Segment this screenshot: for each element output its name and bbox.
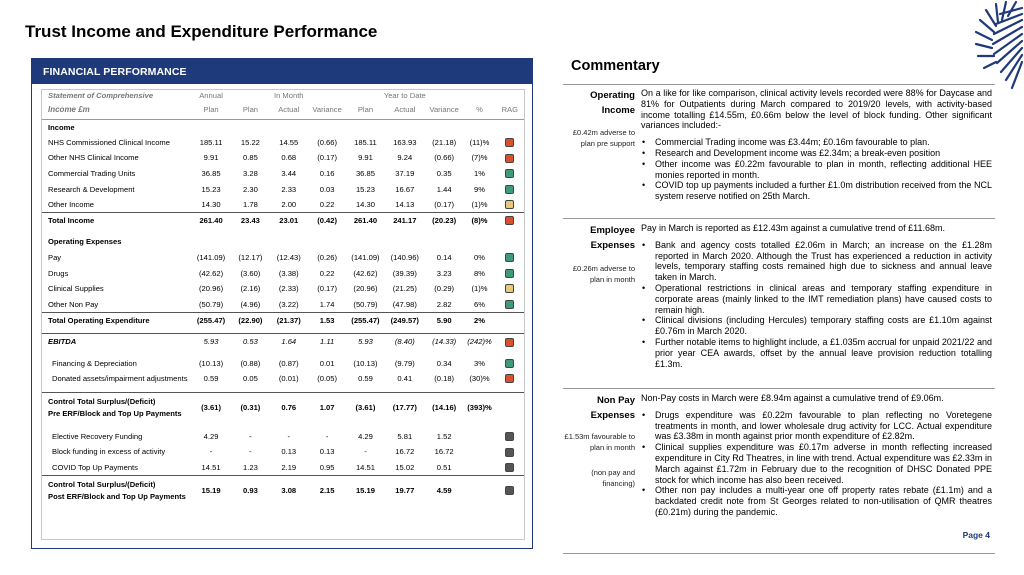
rag-cell <box>496 312 524 328</box>
list-item: • Other income was £0.22m favourable to plan in month, reflecting additional HEE monies reported in month. <box>641 159 992 181</box>
list-item: • Other non pay includes a multi-year one off property rates rebate (£1.1m) and a backdated credit note from St Georges related to non-utilisation of QMR theatres (£0.21m) during the pandemic. <box>641 485 992 517</box>
table-cell: (12.43) <box>276 253 301 263</box>
rag-cell <box>496 281 524 297</box>
annual-header-1: Annual <box>199 91 223 100</box>
table-cell: 0.01 <box>319 358 335 368</box>
operating-income-body <box>641 88 992 202</box>
table-cell: 0.68 <box>281 153 297 163</box>
table-cell: (10.13) <box>199 358 224 368</box>
row-label-line1: Control Total Surplus/(Deficit) <box>48 397 156 407</box>
rag-status-icon <box>505 486 514 495</box>
table-row <box>42 460 524 476</box>
table-cell: (47.98) <box>392 299 417 309</box>
divider <box>563 84 995 85</box>
table-cell: - <box>209 447 213 457</box>
table-cell: (3.22) <box>278 299 299 309</box>
rag-cell <box>496 334 524 350</box>
table-cell: (3.61) <box>191 393 231 423</box>
table-cell <box>463 475 495 505</box>
table-cell: (42.62) <box>199 268 224 278</box>
table-cell: 0.34 <box>436 358 452 368</box>
table-cell: 0.41 <box>397 374 413 384</box>
row-label: Commercial Trading Units <box>48 169 136 179</box>
table-cell: (141.09) <box>351 253 380 263</box>
rag-status-icon <box>505 463 514 472</box>
table-cell: 1.64 <box>270 334 308 350</box>
table-cell <box>463 444 495 460</box>
table-cell: (249.57) <box>385 312 425 328</box>
table-cell: (21.37) <box>270 312 308 328</box>
table-cell: 36.85 <box>201 169 221 179</box>
operating-income-intro: On a like for like comparison, clinical activity levels recorded were 88% for Daycase and 81% for Outpatients during March compared to 2019/20 levels, with activity-based income totalling £14.55m, £0.66m below the level of block funding. Other significant variances included:- <box>641 88 992 131</box>
table-cell: (0.31) <box>231 393 269 423</box>
section-row <box>42 234 524 250</box>
in-month-header: In Month <box>273 91 304 100</box>
section-label: Operating Expenses <box>48 237 122 247</box>
rag-status-icon <box>505 169 514 178</box>
table-cell: (242)% <box>463 334 495 350</box>
table-cell: 0.53 <box>231 334 269 350</box>
table-cell: (3.61) <box>346 393 384 423</box>
row-label: Total Operating Expenditure <box>42 312 191 328</box>
table-row <box>42 250 524 266</box>
table-cell: (8)% <box>463 213 495 229</box>
row-label: Elective Recovery Funding <box>52 431 143 441</box>
list-item: • Drugs expenditure was £0.22m favourable to plan reflecting no Voretegene treatments in month, and lower wholesale drug activity for LCC. Actual expenditure was £3.38m in month against prior month expenditure of £2.82m. <box>641 410 992 442</box>
table-cell: 0.14 <box>436 253 452 263</box>
table-row <box>42 371 524 387</box>
rag-cell <box>496 460 524 476</box>
table-row <box>42 429 524 445</box>
table-cell: (0.17) <box>434 200 455 210</box>
table-cell: 0.03 <box>319 184 335 194</box>
table-cell: 3.28 <box>243 169 258 179</box>
table-cell: 4.29 <box>203 431 219 441</box>
table-cell: 3.23 <box>436 268 452 278</box>
table-cell: 5.81 <box>397 431 413 441</box>
table-cell: (42.62) <box>353 268 378 278</box>
table-cell: (0.05) <box>317 374 338 384</box>
table-cell: (0.66) <box>317 137 338 147</box>
list-item: • Clinical divisions (including Hercules) temporary staffing costs are £1.10m against £0.76m in March 2020. <box>641 315 992 337</box>
table-cell: 0.76 <box>270 393 308 423</box>
table-cell: 0% <box>474 253 485 263</box>
table-cell: 0.95 <box>319 462 335 472</box>
rag-cell <box>496 297 524 313</box>
table-row <box>42 213 524 229</box>
table-row <box>42 135 524 151</box>
rag-cell <box>496 444 524 460</box>
financial-table-frame <box>41 89 525 540</box>
table-cell: 15.23 <box>201 184 221 194</box>
table-cell: (50.79) <box>199 299 224 309</box>
row-label: Clinical Supplies <box>48 284 104 294</box>
table-cell: 0.85 <box>243 153 258 163</box>
table-cell: 15.19 <box>191 475 231 505</box>
table-cell: (21.18) <box>432 137 457 147</box>
employee-expenses-intro: Pay in March is reported as £12.43m against a cumulative trend of £11.68m. <box>641 223 945 233</box>
col-header: Actual <box>278 105 300 115</box>
table-cell: - <box>249 431 252 441</box>
table-cell: 14.30 <box>201 200 221 210</box>
row-label: Block funding in excess of activity <box>52 447 166 457</box>
financial-table <box>42 90 524 505</box>
table-cell: (0.29) <box>434 284 455 294</box>
table-cell: 3% <box>474 358 485 368</box>
table-cell: (393)% <box>463 393 495 423</box>
row-label: NHS Commissioned Clinical Income <box>48 137 170 147</box>
table-cell: (11)% <box>469 137 490 147</box>
table-cell: - <box>249 447 252 457</box>
table-row <box>42 297 524 313</box>
table-row <box>42 281 524 297</box>
table-cell: - <box>364 447 367 457</box>
row-label: Drugs <box>48 268 69 278</box>
rag-cell <box>496 197 524 213</box>
rag-cell <box>496 355 524 371</box>
panel-title: FINANCIAL PERFORMANCE <box>32 59 532 84</box>
table-cell: 241.17 <box>385 213 425 229</box>
statement-label-2: Income £m <box>48 105 90 115</box>
rag-status-icon <box>505 269 514 278</box>
table-cell: 23.43 <box>231 213 269 229</box>
table-cell: 0.13 <box>281 447 297 457</box>
divider <box>563 553 995 554</box>
rag-cell <box>496 166 524 182</box>
table-cell: 3.44 <box>281 169 297 179</box>
row-label-line1: Control Total Surplus/(Deficit) <box>48 480 156 490</box>
rag-cell <box>496 265 524 281</box>
annual-header-2: Plan <box>203 105 219 115</box>
list-item: • Commercial Trading income was £3.44m; £0.16m favourable to plan. <box>641 137 992 148</box>
table-cell: 2.33 <box>281 184 297 194</box>
table-cell: 3.08 <box>270 475 308 505</box>
table-cell: 0.51 <box>436 462 452 472</box>
table-cell: 4.29 <box>358 431 373 441</box>
row-label: Financing & Depreciation <box>52 358 137 368</box>
table-cell: 9.24 <box>397 153 413 163</box>
table-row <box>42 166 524 182</box>
rag-cell <box>496 371 524 387</box>
rag-status-icon <box>505 300 514 309</box>
rag-cell <box>496 475 524 505</box>
table-cell: (14.33) <box>425 334 463 350</box>
non-pay-intro: Non-Pay costs in March were £8.94m against a cumulative trend of £9.06m. <box>641 393 944 403</box>
table-cell: (20.96) <box>353 284 378 294</box>
row-label: COVID Top Up Payments <box>52 462 138 472</box>
table-cell: (0.18) <box>434 374 455 384</box>
row-label-line2: Pre ERF/Block and Top Up Payments <box>48 409 182 419</box>
table-cell: (50.79) <box>353 299 378 309</box>
operating-income-label: Operating Income <box>590 90 635 116</box>
table-cell: - <box>287 431 291 441</box>
table-row <box>42 334 524 350</box>
table-row <box>42 150 524 166</box>
table-cell <box>463 460 495 476</box>
table-cell: 5.90 <box>425 312 463 328</box>
table-cell: 0.22 <box>319 268 335 278</box>
table-cell: 1% <box>474 169 485 179</box>
rag-cell <box>496 135 524 151</box>
list-item: • Clinical supplies expenditure was £0.17m adverse in month reflecting increased expenditure in City Rd Theatres, in line with trend. Actual expenditure was £2.33m in March against £1.72m in February due to the recognition of DHSC Donated PPE stock for which income has also been received. <box>641 442 992 485</box>
table-cell: (3.38) <box>278 268 299 278</box>
table-cell: (0.66) <box>434 153 455 163</box>
table-row <box>42 181 524 197</box>
col-header: % <box>476 105 483 115</box>
table-cell: (17.77) <box>385 393 425 423</box>
table-cell: 4.59 <box>425 475 463 505</box>
row-label: Research & Development <box>48 184 135 194</box>
rag-status-icon <box>505 432 514 441</box>
table-cell: 2.15 <box>308 475 346 505</box>
table-cell: 14.51 <box>201 462 221 472</box>
row-label: Other Non Pay <box>48 299 99 309</box>
rag-cell <box>496 150 524 166</box>
rag-status-icon <box>505 374 514 383</box>
table-cell: 14.30 <box>355 200 375 210</box>
table-cell: 261.40 <box>191 213 231 229</box>
rag-status-icon <box>505 185 514 194</box>
table-cell: (0.17) <box>317 284 338 294</box>
table-cell: 36.85 <box>355 169 375 179</box>
rag-status-icon <box>505 284 514 293</box>
table-cell: 9.91 <box>358 153 373 163</box>
section-label: Income <box>42 119 524 135</box>
col-header: Plan <box>242 105 259 115</box>
employee-expenses-sub: £0.26m adverse to plan in month <box>572 264 635 284</box>
table-cell: - <box>325 431 329 441</box>
table-cell: (0.01) <box>278 374 299 384</box>
table-cell: (8.40) <box>385 334 425 350</box>
page-title: Trust Income and Expenditure Performance <box>25 22 378 41</box>
col-header: Plan <box>357 105 374 115</box>
table-cell: (0.26) <box>317 253 338 263</box>
table-cell: 1.07 <box>308 393 346 423</box>
rag-cell <box>496 250 524 266</box>
rag-cell <box>496 213 524 229</box>
employee-expenses-body <box>641 223 992 369</box>
rag-status-icon <box>505 359 514 368</box>
col-header: Variance <box>312 105 342 115</box>
table-cell: 1.53 <box>308 312 346 328</box>
rag-status-icon <box>505 253 514 262</box>
table-cell: (20.23) <box>425 213 463 229</box>
row-label <box>42 393 191 423</box>
table-cell: (20.96) <box>199 284 224 294</box>
table-row <box>42 393 524 423</box>
rag-status-icon <box>505 448 514 457</box>
operating-income-sub: £0.42m adverse to plan pre support <box>572 128 635 148</box>
table-cell: 15.19 <box>346 475 384 505</box>
table-cell: (4.96) <box>240 299 261 309</box>
table-cell: 16.67 <box>395 184 415 194</box>
table-cell: 14.13 <box>395 200 415 210</box>
non-pay-body <box>641 393 992 518</box>
table-cell: 2.19 <box>281 462 297 472</box>
table-cell: 9% <box>474 184 485 194</box>
ytd-header: Year to Date <box>383 91 426 100</box>
table-cell: 2% <box>463 312 495 328</box>
table-cell: (14.16) <box>425 393 463 423</box>
non-pay-sub2: (non pay and financing) <box>591 468 635 488</box>
table-cell: 0.59 <box>203 374 219 384</box>
table-cell: 1.74 <box>319 299 335 309</box>
list-item: • Bank and agency costs totalled £2.06m in March; an increase on the £1.28m reported in March 2020. Although the Trust has experienced a reduction in activity levels, temporary staffing costs remained high due to sickness and annual leave taken in March. <box>641 240 992 283</box>
table-row <box>42 197 524 213</box>
table-cell <box>463 429 495 445</box>
table-row <box>42 355 524 371</box>
table-cell: 2.00 <box>281 200 297 210</box>
employee-expenses-label: Employee Expenses <box>590 225 635 251</box>
table-cell: 2.82 <box>436 299 452 309</box>
col-header: RAG <box>501 105 519 115</box>
table-cell: 0.93 <box>231 475 269 505</box>
row-label: Total Income <box>42 213 191 229</box>
rag-status-icon <box>505 200 514 209</box>
row-label: EBITDA <box>42 334 191 350</box>
rag-status-icon <box>505 338 514 347</box>
table-row <box>42 444 524 460</box>
table-cell: 37.19 <box>395 169 415 179</box>
row-label: Donated assets/impairment adjustments <box>52 374 188 384</box>
rag-cell <box>496 393 524 423</box>
table-row <box>42 265 524 281</box>
table-cell: (12.17) <box>238 253 263 263</box>
divider <box>563 218 995 219</box>
table-cell: 14.51 <box>355 462 375 472</box>
divider <box>563 388 995 389</box>
table-cell: 14.55 <box>279 137 299 147</box>
col-header: Actual <box>394 105 416 115</box>
table-cell: (21.25) <box>392 284 417 294</box>
table-cell: 185.11 <box>354 137 377 147</box>
table-cell: (39.39) <box>392 268 417 278</box>
table-cell: 1.44 <box>436 184 452 194</box>
page-number: Page 4 <box>962 530 990 540</box>
financial-performance-panel <box>31 58 533 549</box>
table-cell: (3.60) <box>240 268 261 278</box>
table-cell: (30)% <box>469 374 490 384</box>
table-cell: (0.42) <box>308 213 346 229</box>
table-cell: (0.88) <box>240 358 261 368</box>
rag-cell <box>496 429 524 445</box>
list-item: • Operational restrictions in clinical areas and temporary staffing expenditure in corporate areas (mainly linked to the IMT remediation plans) have caused costs to remain high. <box>641 283 992 315</box>
table-cell: 0.59 <box>358 374 373 384</box>
table-cell: (22.90) <box>231 312 269 328</box>
table-cell: 1.52 <box>436 431 452 441</box>
table-cell: 2.30 <box>243 184 258 194</box>
table-cell: (9.79) <box>394 358 415 368</box>
table-cell: 185.11 <box>199 137 223 147</box>
table-cell: 8% <box>474 268 485 278</box>
table-cell: 0.35 <box>436 169 452 179</box>
table-cell: 0.22 <box>319 200 335 210</box>
table-cell: 16.72 <box>434 447 454 457</box>
table-cell: (7)% <box>471 153 488 163</box>
list-item: • Further notable items to highlight include, a £1.035m accrual for unpaid 2021/22 and prior year CEA awards, offset by the annual leave provision reduction totalling £1.3m. <box>641 337 992 369</box>
table-cell: (2.16) <box>240 284 261 294</box>
table-cell: (255.47) <box>346 312 384 328</box>
table-cell: 0.13 <box>319 447 335 457</box>
list-item: • Research and Development income was £2.34m; a break-even position <box>641 148 992 159</box>
table-cell: 163.93 <box>393 137 417 147</box>
list-item: • COVID top up payments included a further £1.0m distribution received from the NCL system reserve notified on 25th March. <box>641 180 992 202</box>
table-cell: (1)% <box>471 284 488 294</box>
row-label: Other NHS Clinical Income <box>48 153 139 163</box>
table-cell: (2.33) <box>278 284 299 294</box>
table-cell: (0.17) <box>317 153 338 163</box>
table-row <box>42 312 524 328</box>
row-label-line2: Post ERF/Block and Top Up Payments <box>48 492 186 502</box>
rag-status-icon <box>505 216 514 225</box>
table-cell: 1.78 <box>243 200 258 210</box>
table-cell: 0.05 <box>243 374 258 384</box>
table-cell: 1.11 <box>308 334 346 350</box>
rag-status-icon <box>505 138 514 147</box>
table-cell: 5.93 <box>191 334 231 350</box>
table-cell: (141.09) <box>196 253 226 263</box>
non-pay-sub: £1.53m favourable to plan in month <box>564 432 635 452</box>
table-cell: 16.72 <box>395 447 415 457</box>
rag-status-icon <box>505 154 514 163</box>
statement-label-1: Statement of Comprehensive <box>48 91 154 100</box>
row-label: Other Income <box>48 200 95 210</box>
table-cell: 261.40 <box>346 213 384 229</box>
table-cell: (0.87) <box>278 358 299 368</box>
table-cell: 1.23 <box>243 462 258 472</box>
row-label: Pay <box>48 253 62 263</box>
table-cell: (255.47) <box>191 312 231 328</box>
commentary-title: Commentary <box>571 58 660 74</box>
table-cell: 15.02 <box>395 462 415 472</box>
non-pay-label: Non Pay Expenses <box>590 395 635 421</box>
table-cell: 23.01 <box>270 213 308 229</box>
table-cell: 9.91 <box>203 153 219 163</box>
table-row <box>42 475 524 505</box>
col-header: Variance <box>429 105 459 115</box>
table-cell: (140.96) <box>390 253 419 263</box>
table-cell: 0.16 <box>319 169 335 179</box>
table-cell: 5.93 <box>346 334 384 350</box>
section-row <box>42 119 524 135</box>
table-cell: (10.13) <box>353 358 378 368</box>
table-cell: (1)% <box>471 200 488 210</box>
table-cell: 15.23 <box>355 184 375 194</box>
row-label <box>42 475 191 505</box>
table-cell: 19.77 <box>385 475 425 505</box>
table-cell: 6% <box>474 299 485 309</box>
table-cell: 15.22 <box>240 137 260 147</box>
rag-cell <box>496 181 524 197</box>
